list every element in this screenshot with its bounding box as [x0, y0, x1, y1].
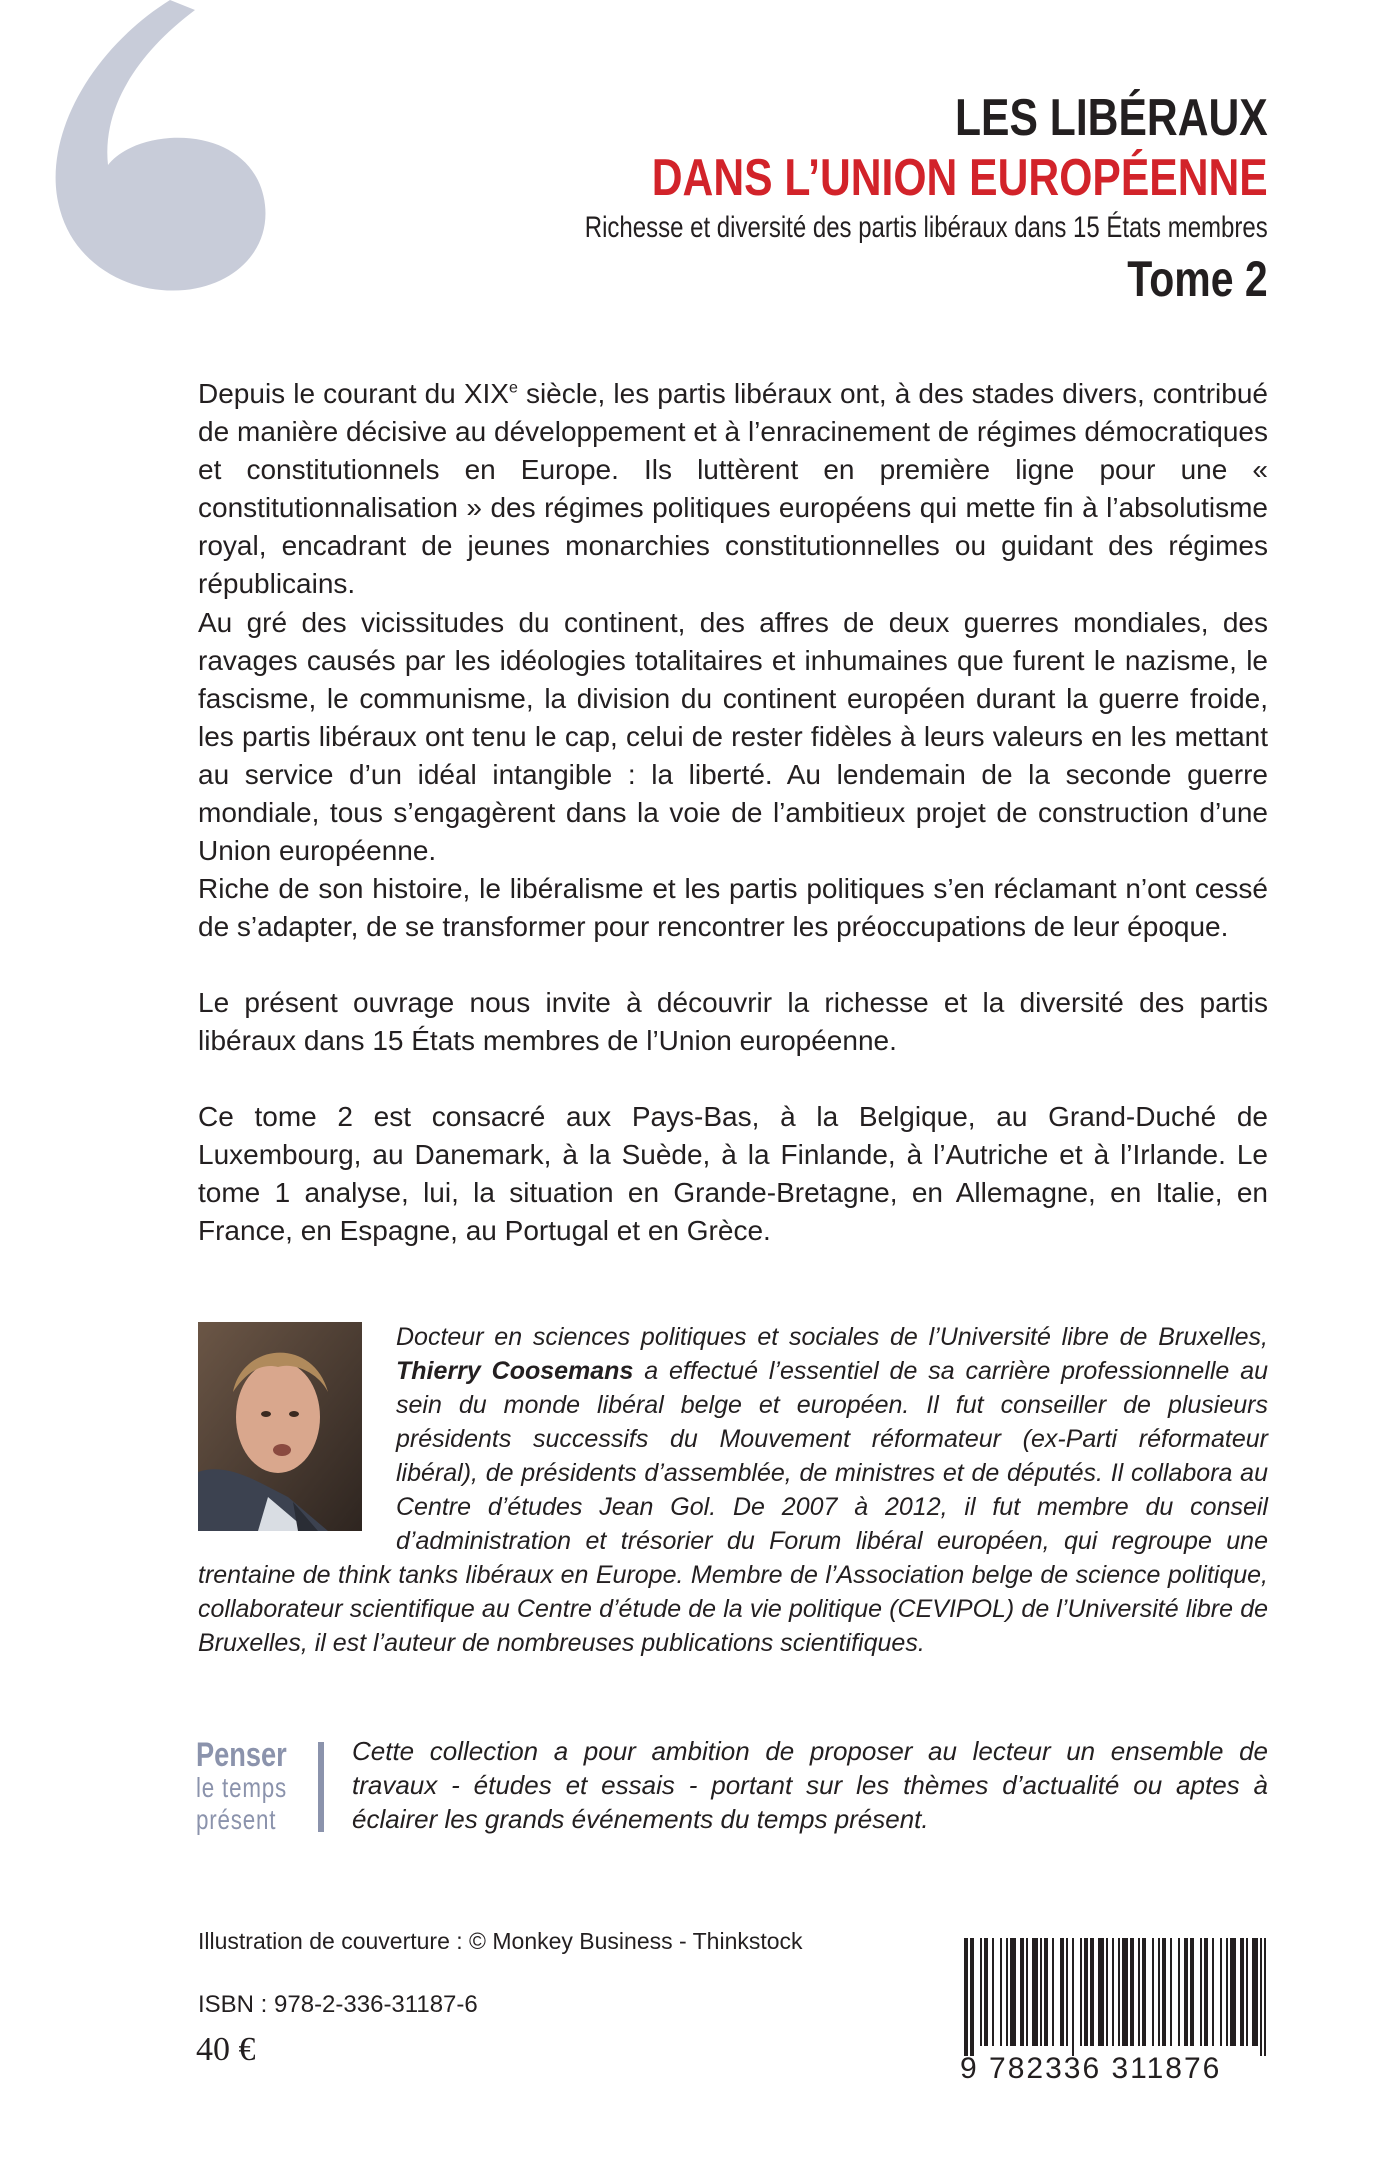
paragraph-2: Au gré des vicissitudes du continent, des affres de deux guerres mondiales, des ravages causés par les idéologies totalitaires et inhumaines que furent le nazisme, le fascisme, le communisme, la division du continent européen durant la guerre froide, les partis libéraux ont tenu le cap, celui de rester fidèles à leurs valeurs en les mettant au service d’un idéal intangible : la liberté. Au lendemain de la seconde guerre mondiale, tous s’engagèrent dans la voie de l’ambitieux projet de construction d’une Union européenne.: [198, 607, 1268, 866]
barcode-bar: [1026, 1938, 1028, 2046]
collection-description: Cette collection a pour ambition de proposer au lecteur un ensemble de travaux - études et essais - portant sur les thèmes d’actualité ou aptes à éclairer les grands événements du temps présent.: [352, 1736, 1268, 1834]
barcode-bar: [1006, 1938, 1008, 2046]
paragraph-1-rest: siècle, les partis libéraux ont, à des stades divers, contribué de manière décisive au développement et à l’enracinement de régimes démocratiques et constitutionnels en Europe. Ils luttèrent en première ligne pour une « constitutionnalisation » des régimes politiques européens qui mette fin à l’absolutisme royal, encadrant de jeunes monarchies constitutionnelles ou guidant des régimes républicains.: [198, 378, 1268, 599]
barcode-bar: [1252, 1938, 1258, 2046]
barcode-bar: [1040, 1938, 1042, 2046]
barcode-bar: [964, 1938, 968, 2056]
barcode-bar: [1072, 1938, 1074, 2056]
barcode-bar: [1212, 1938, 1214, 2046]
barcode-number: 9 782336 311876: [960, 2052, 1222, 2085]
logo-divider: [318, 1742, 324, 1832]
barcode-bar: [1246, 1938, 1248, 2046]
paragraph-1: [198, 375, 1268, 603]
volume-label: Tome 2: [1127, 251, 1268, 307]
barcode-bar: [1178, 1938, 1180, 2046]
barcode-bar: [1090, 1938, 1094, 2046]
barcode-bar: [1162, 1938, 1166, 2046]
barcode-bar: [1240, 1938, 1244, 2046]
bio-intro: Docteur en sciences politiques et sociales de l’Université libre de Bruxelles,: [396, 1323, 1268, 1351]
barcode-bar: [1106, 1938, 1108, 2046]
barcode-bar: [1200, 1938, 1202, 2046]
logo-line1: Penser: [196, 1736, 287, 1774]
logo-line3: présent: [196, 1804, 277, 1835]
book-title-line1: LES LIBÉRAUX: [955, 89, 1268, 147]
illustration-credit: Illustration de couverture : © Monkey Business - Thinkstock: [198, 1928, 803, 1954]
paragraph-1-start: Depuis le courant du XIX: [198, 378, 509, 409]
book-subtitle: Richesse et diversité des partis libéraux dans 15 États membres: [585, 211, 1268, 244]
price: 40 €: [196, 2031, 256, 2068]
barcode-bar: [1130, 1938, 1134, 2046]
barcode-bar: [1084, 1938, 1088, 2046]
author-bio: [198, 1320, 1268, 1660]
barcode-bar: [1142, 1938, 1146, 2046]
cover-header: [414, 88, 1268, 310]
barcode-bar: [1112, 1938, 1114, 2046]
barcode-bar: [970, 1938, 974, 2056]
barcode-bar: [1152, 1938, 1154, 2046]
barcode-bar: [1138, 1938, 1140, 2046]
barcode-bar: [1010, 1938, 1016, 2046]
barcode-bar: [1052, 1938, 1054, 2046]
paragraph-5: Ce tome 2 est consacré aux Pays-Bas, à la Belgique, au Grand-Duché de Luxembourg, au Danemark, à la Suède, à la Finlande, à l’Autriche et à l’Irlande. Le tome 1 analyse, lui, la situation en Grande-Bretagne, en Allemagne, en Italie, en France, en Espagne, au Portugal et en Grèce.: [198, 1101, 1268, 1246]
barcode-bar: [1220, 1938, 1222, 2046]
superscript-e: e: [508, 379, 518, 397]
barcode-bar: [1264, 1938, 1266, 2056]
isbn: ISBN : 978-2-336-31187-6: [198, 1991, 478, 2018]
paragraph-4: Le présent ouvrage nous invite à découvrir la richesse et la diversité des partis libéraux dans 15 États membres de l’Union européenne.: [198, 987, 1268, 1056]
barcode-bar: [1060, 1938, 1064, 2046]
barcode-bar: [1000, 1938, 1002, 2046]
barcode-bar: [1080, 1938, 1082, 2046]
paragraph-3: Riche de son histoire, le libéralisme et les partis politiques s’en réclamant n’ont cessé de s’adapter, de se transformer pour rencontrer les préoccupations de leur époque.: [198, 873, 1268, 942]
barcode-bar: [1158, 1938, 1160, 2046]
barcode: [962, 1938, 1268, 2056]
barcode-bar: [1204, 1938, 1208, 2046]
barcode-bar: [1020, 1938, 1024, 2046]
barcode-bar: [1184, 1938, 1188, 2046]
collection-logo: [196, 1738, 306, 1836]
barcode-bar: [1190, 1938, 1194, 2046]
barcode-bar: [1118, 1938, 1120, 2046]
barcode-bar: [980, 1938, 982, 2046]
logo-line2: le temps: [196, 1772, 288, 1803]
barcode-bar: [1066, 1938, 1068, 2046]
barcode-bar: [984, 1938, 988, 2046]
barcode-bar: [1098, 1938, 1104, 2046]
decorative-quote-mark: [20, 0, 340, 340]
barcode-bar: [1226, 1938, 1228, 2046]
barcode-bar: [1170, 1938, 1172, 2046]
author-name: Thierry Coosemans: [396, 1357, 634, 1385]
barcode-bar: [1260, 1938, 1262, 2056]
barcode-bar: [1044, 1938, 1048, 2046]
barcode-bar: [1032, 1938, 1038, 2046]
barcode-bar: [992, 1938, 994, 2046]
bio-rest: a effectué l’essentiel de sa carrière professionnelle au sein du monde libéral belge et européen. Il fut conseiller de plusieurs présidents successifs du Mouvement réformateur (ex-Parti réformateur libéral), de présidents d’assemblée, de ministres et de députés. Il collabora au Centre d’études Jean Gol. De 2007 à 2012, il fut membre du conseil d’administration et trésorier du Forum libéral européen, qui regroupe une trentaine de think tanks libéraux en Europe. Membre de l’Association belge de science politique, collaborateur scientifique au Centre d’étude de la vie politique (CEVIPOL) de l’Université libre de Bruxelles, il est l’auteur de nombreuses publications scientifiques.: [198, 1357, 1268, 1657]
barcode-bar: [1122, 1938, 1128, 2046]
barcode-bar: [1230, 1938, 1236, 2046]
book-title-line2: DANS L’UNION EUROPÉENNE: [652, 149, 1268, 207]
